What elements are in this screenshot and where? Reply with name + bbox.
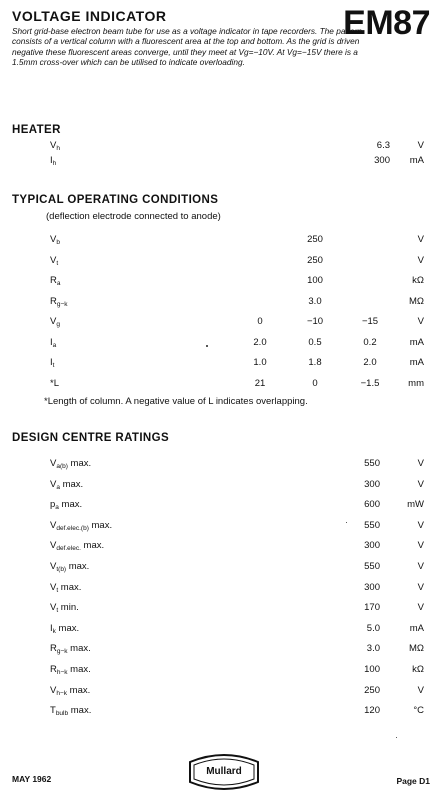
symbol-subscript: g−k <box>56 648 68 656</box>
rating-unit: V <box>417 540 424 552</box>
symbol-letter: R <box>50 643 57 655</box>
condition-unit: mm <box>408 377 424 389</box>
symbol-subscript: b <box>56 239 60 246</box>
parameter-symbol <box>50 520 112 532</box>
symbol-subscript: t(b) <box>56 566 67 573</box>
rating-value: 550 <box>364 458 380 469</box>
parameter-symbol <box>50 643 91 655</box>
parameter-symbol <box>50 479 83 491</box>
rating-value: 300 <box>364 478 380 490</box>
parameter-symbol <box>50 155 56 167</box>
rating-value: 100 <box>364 664 380 675</box>
condition-value-1: 21 <box>254 377 266 389</box>
symbol-letter: V <box>50 234 57 245</box>
symbol-suffix: max. <box>58 581 82 593</box>
table-row <box>0 685 444 701</box>
symbol-suffix: max. <box>59 478 84 490</box>
rating-value: 3.0 <box>366 643 380 655</box>
condition-value-2: 250 <box>307 254 323 266</box>
table-row <box>0 582 444 598</box>
symbol-suffix: max. <box>67 684 91 696</box>
symbol-letter: I <box>50 357 53 368</box>
symbol-letter: V <box>50 140 57 151</box>
symbol-subscript: h <box>52 160 57 167</box>
symbol-subscript: bulb <box>55 710 69 718</box>
condition-unit: V <box>417 234 424 245</box>
parameter-symbol <box>50 255 58 267</box>
symbol-letter: V <box>50 581 57 593</box>
symbol-suffix: max. <box>58 499 83 511</box>
condition-value-3: 0.2 <box>363 336 377 348</box>
symbol-suffix: max. <box>55 622 80 634</box>
condition-unit: MΩ <box>408 295 424 307</box>
condition-value-2: 100 <box>307 275 323 286</box>
symbol-letter: V <box>50 478 57 490</box>
symbol-subscript: a(b) <box>56 463 68 470</box>
condition-value-3: −15 <box>361 316 379 327</box>
parameter-symbol <box>50 275 61 287</box>
symbol-letter: I <box>50 336 53 348</box>
rating-value: 6.3 <box>376 140 390 151</box>
rating-unit: V <box>417 602 424 614</box>
symbol-letter: I <box>50 622 53 634</box>
symbol-suffix: max. <box>66 561 90 572</box>
rating-value: 5.0 <box>366 622 380 634</box>
rating-value: 120 <box>364 705 380 717</box>
rating-unit: kΩ <box>412 664 424 675</box>
scan-speck <box>396 737 397 738</box>
rating-value: 300 <box>374 155 390 166</box>
table-row <box>0 255 444 271</box>
rating-unit: °C <box>413 705 424 717</box>
condition-value-2: 250 <box>307 234 323 245</box>
symbol-letter: V <box>50 316 57 327</box>
condition-value-1: 2.0 <box>253 336 267 348</box>
table-row <box>0 316 444 332</box>
table-row <box>0 378 444 394</box>
rating-unit: mA <box>409 622 424 634</box>
parameter-symbol <box>50 378 59 389</box>
logo-wordmark: Mullard <box>206 766 242 777</box>
symbol-letter: V <box>50 458 57 469</box>
rating-value: 600 <box>364 499 380 511</box>
table-row <box>0 540 444 556</box>
condition-value-2: 0.5 <box>308 336 322 348</box>
symbol-letter: R <box>50 664 57 675</box>
condition-value-2: −10 <box>306 316 324 327</box>
rating-unit: V <box>417 684 424 696</box>
table-row <box>0 499 444 515</box>
rating-unit: V <box>417 581 424 593</box>
condition-value-1: 0 <box>257 316 263 327</box>
rating-value: 300 <box>364 581 380 593</box>
table-row <box>0 155 444 171</box>
table-row <box>0 602 444 618</box>
rating-unit: V <box>417 519 424 531</box>
condition-value-2: 0 <box>312 377 318 389</box>
tube-description: Short grid-base electron beam tube for use as a voltage indicator in tape recorders. The pattern consists of a vertical column with a fluorescent area at the top and bottom. As the grid is driven negative these fluorescent areas converge, until they meet at Vg=−10V. At Vg=−15V there is a 1.5mm cross-over which can be utilised to indicate overloading. <box>12 26 363 68</box>
symbol-suffix: max. <box>80 540 105 552</box>
rating-value: 550 <box>364 561 380 572</box>
table-row <box>0 275 444 291</box>
symbol-subscript: h−k <box>56 689 68 697</box>
parameter-symbol <box>50 357 54 369</box>
rating-unit: mA <box>409 155 424 166</box>
table-row <box>0 296 444 312</box>
symbol-subscript: k <box>52 627 56 635</box>
symbol-subscript: h <box>56 145 60 152</box>
symbol-letter: I <box>50 155 53 166</box>
condition-unit: mA <box>409 357 424 368</box>
design-heading: DESIGN CENTRE RATINGS <box>12 432 170 444</box>
symbol-subscript: t <box>56 586 59 594</box>
rating-unit: V <box>417 478 424 490</box>
symbol-letter: *L <box>50 377 59 389</box>
symbol-letter: p <box>50 499 56 511</box>
mullard-logo <box>182 752 266 792</box>
symbol-letter: R <box>50 295 57 307</box>
symbol-subscript: t <box>56 259 59 267</box>
rating-value: 300 <box>364 540 380 552</box>
table-row <box>0 520 444 536</box>
document-title: VOLTAGE INDICATOR <box>12 8 167 24</box>
symbol-letter: V <box>50 684 57 696</box>
symbol-suffix: min. <box>58 602 79 614</box>
table-row <box>0 561 444 577</box>
rating-value: 170 <box>364 602 380 614</box>
parameter-symbol <box>50 685 90 697</box>
table-row <box>0 705 444 721</box>
symbol-suffix: max. <box>67 643 91 655</box>
rating-unit: V <box>417 561 424 572</box>
condition-unit: V <box>417 254 424 266</box>
symbol-suffix: max. <box>88 519 113 531</box>
table-row <box>0 664 444 680</box>
condition-unit: V <box>417 316 424 327</box>
page-number: Page D1 <box>396 776 430 786</box>
scan-speck <box>346 522 347 523</box>
parameter-symbol <box>50 623 79 635</box>
symbol-letter: T <box>50 705 56 717</box>
table-row <box>0 337 444 353</box>
table-row <box>0 140 444 156</box>
scan-speck <box>206 345 208 347</box>
table-row <box>0 357 444 373</box>
symbol-letter: V <box>50 519 57 531</box>
symbol-letter: V <box>50 254 57 266</box>
rating-value: 250 <box>364 684 380 696</box>
parameter-symbol <box>50 705 91 717</box>
parameter-symbol <box>50 337 56 349</box>
symbol-subscript: a <box>55 504 59 512</box>
parameter-symbol <box>50 540 104 552</box>
parameter-symbol <box>50 296 68 308</box>
table-row <box>0 643 444 659</box>
rating-value: 550 <box>364 519 380 531</box>
symbol-subscript: def.elec.(b) <box>56 524 89 532</box>
parameter-symbol <box>50 561 89 573</box>
condition-value-2: 3.0 <box>308 295 322 307</box>
symbol-letter: R <box>50 275 57 286</box>
symbol-subscript: g−k <box>56 300 68 308</box>
rating-unit: V <box>417 140 424 151</box>
symbol-subscript: a <box>56 483 60 491</box>
symbol-subscript: t <box>52 362 55 369</box>
tube-code: EM87 <box>343 4 430 42</box>
rating-unit: V <box>417 458 424 469</box>
symbol-letter: V <box>50 602 57 614</box>
typical-heading: TYPICAL OPERATING CONDITIONS <box>12 194 219 206</box>
footnote: *Length of column. A negative value of L indicates overlapping. <box>44 396 308 407</box>
symbol-subscript: g <box>56 321 60 328</box>
parameter-symbol <box>50 602 79 614</box>
issue-date: MAY 1962 <box>12 774 52 784</box>
typical-subtitle: (deflection electrode connected to anode) <box>46 211 221 222</box>
symbol-subscript: a <box>56 280 61 287</box>
table-row <box>0 458 444 474</box>
symbol-suffix: max. <box>67 458 92 469</box>
table-row <box>0 234 444 250</box>
symbol-suffix: max. <box>68 705 92 717</box>
condition-unit: kΩ <box>412 275 424 286</box>
parameter-symbol <box>50 499 82 511</box>
symbol-subscript: h−k <box>56 669 68 676</box>
symbol-subscript: def.elec. <box>56 545 81 553</box>
parameter-symbol <box>50 140 60 152</box>
symbol-letter: V <box>50 561 57 572</box>
condition-value-2: 1.8 <box>308 357 322 368</box>
parameter-symbol <box>50 458 91 470</box>
parameter-symbol <box>50 316 60 328</box>
symbol-subscript: a <box>52 341 57 349</box>
parameter-symbol <box>50 234 60 246</box>
condition-unit: mA <box>409 336 424 348</box>
condition-value-1: 1.0 <box>253 357 267 368</box>
rating-unit: MΩ <box>408 643 424 655</box>
symbol-subscript: t <box>56 607 59 615</box>
condition-value-3: −1.5 <box>360 377 380 389</box>
table-row <box>0 479 444 495</box>
rating-unit: mW <box>407 499 424 511</box>
condition-value-3: 2.0 <box>363 357 377 368</box>
symbol-letter: V <box>50 540 57 552</box>
table-row <box>0 623 444 639</box>
heater-heading: HEATER <box>12 124 61 136</box>
parameter-symbol <box>50 664 91 676</box>
symbol-suffix: max. <box>67 664 91 675</box>
parameter-symbol <box>50 582 81 594</box>
